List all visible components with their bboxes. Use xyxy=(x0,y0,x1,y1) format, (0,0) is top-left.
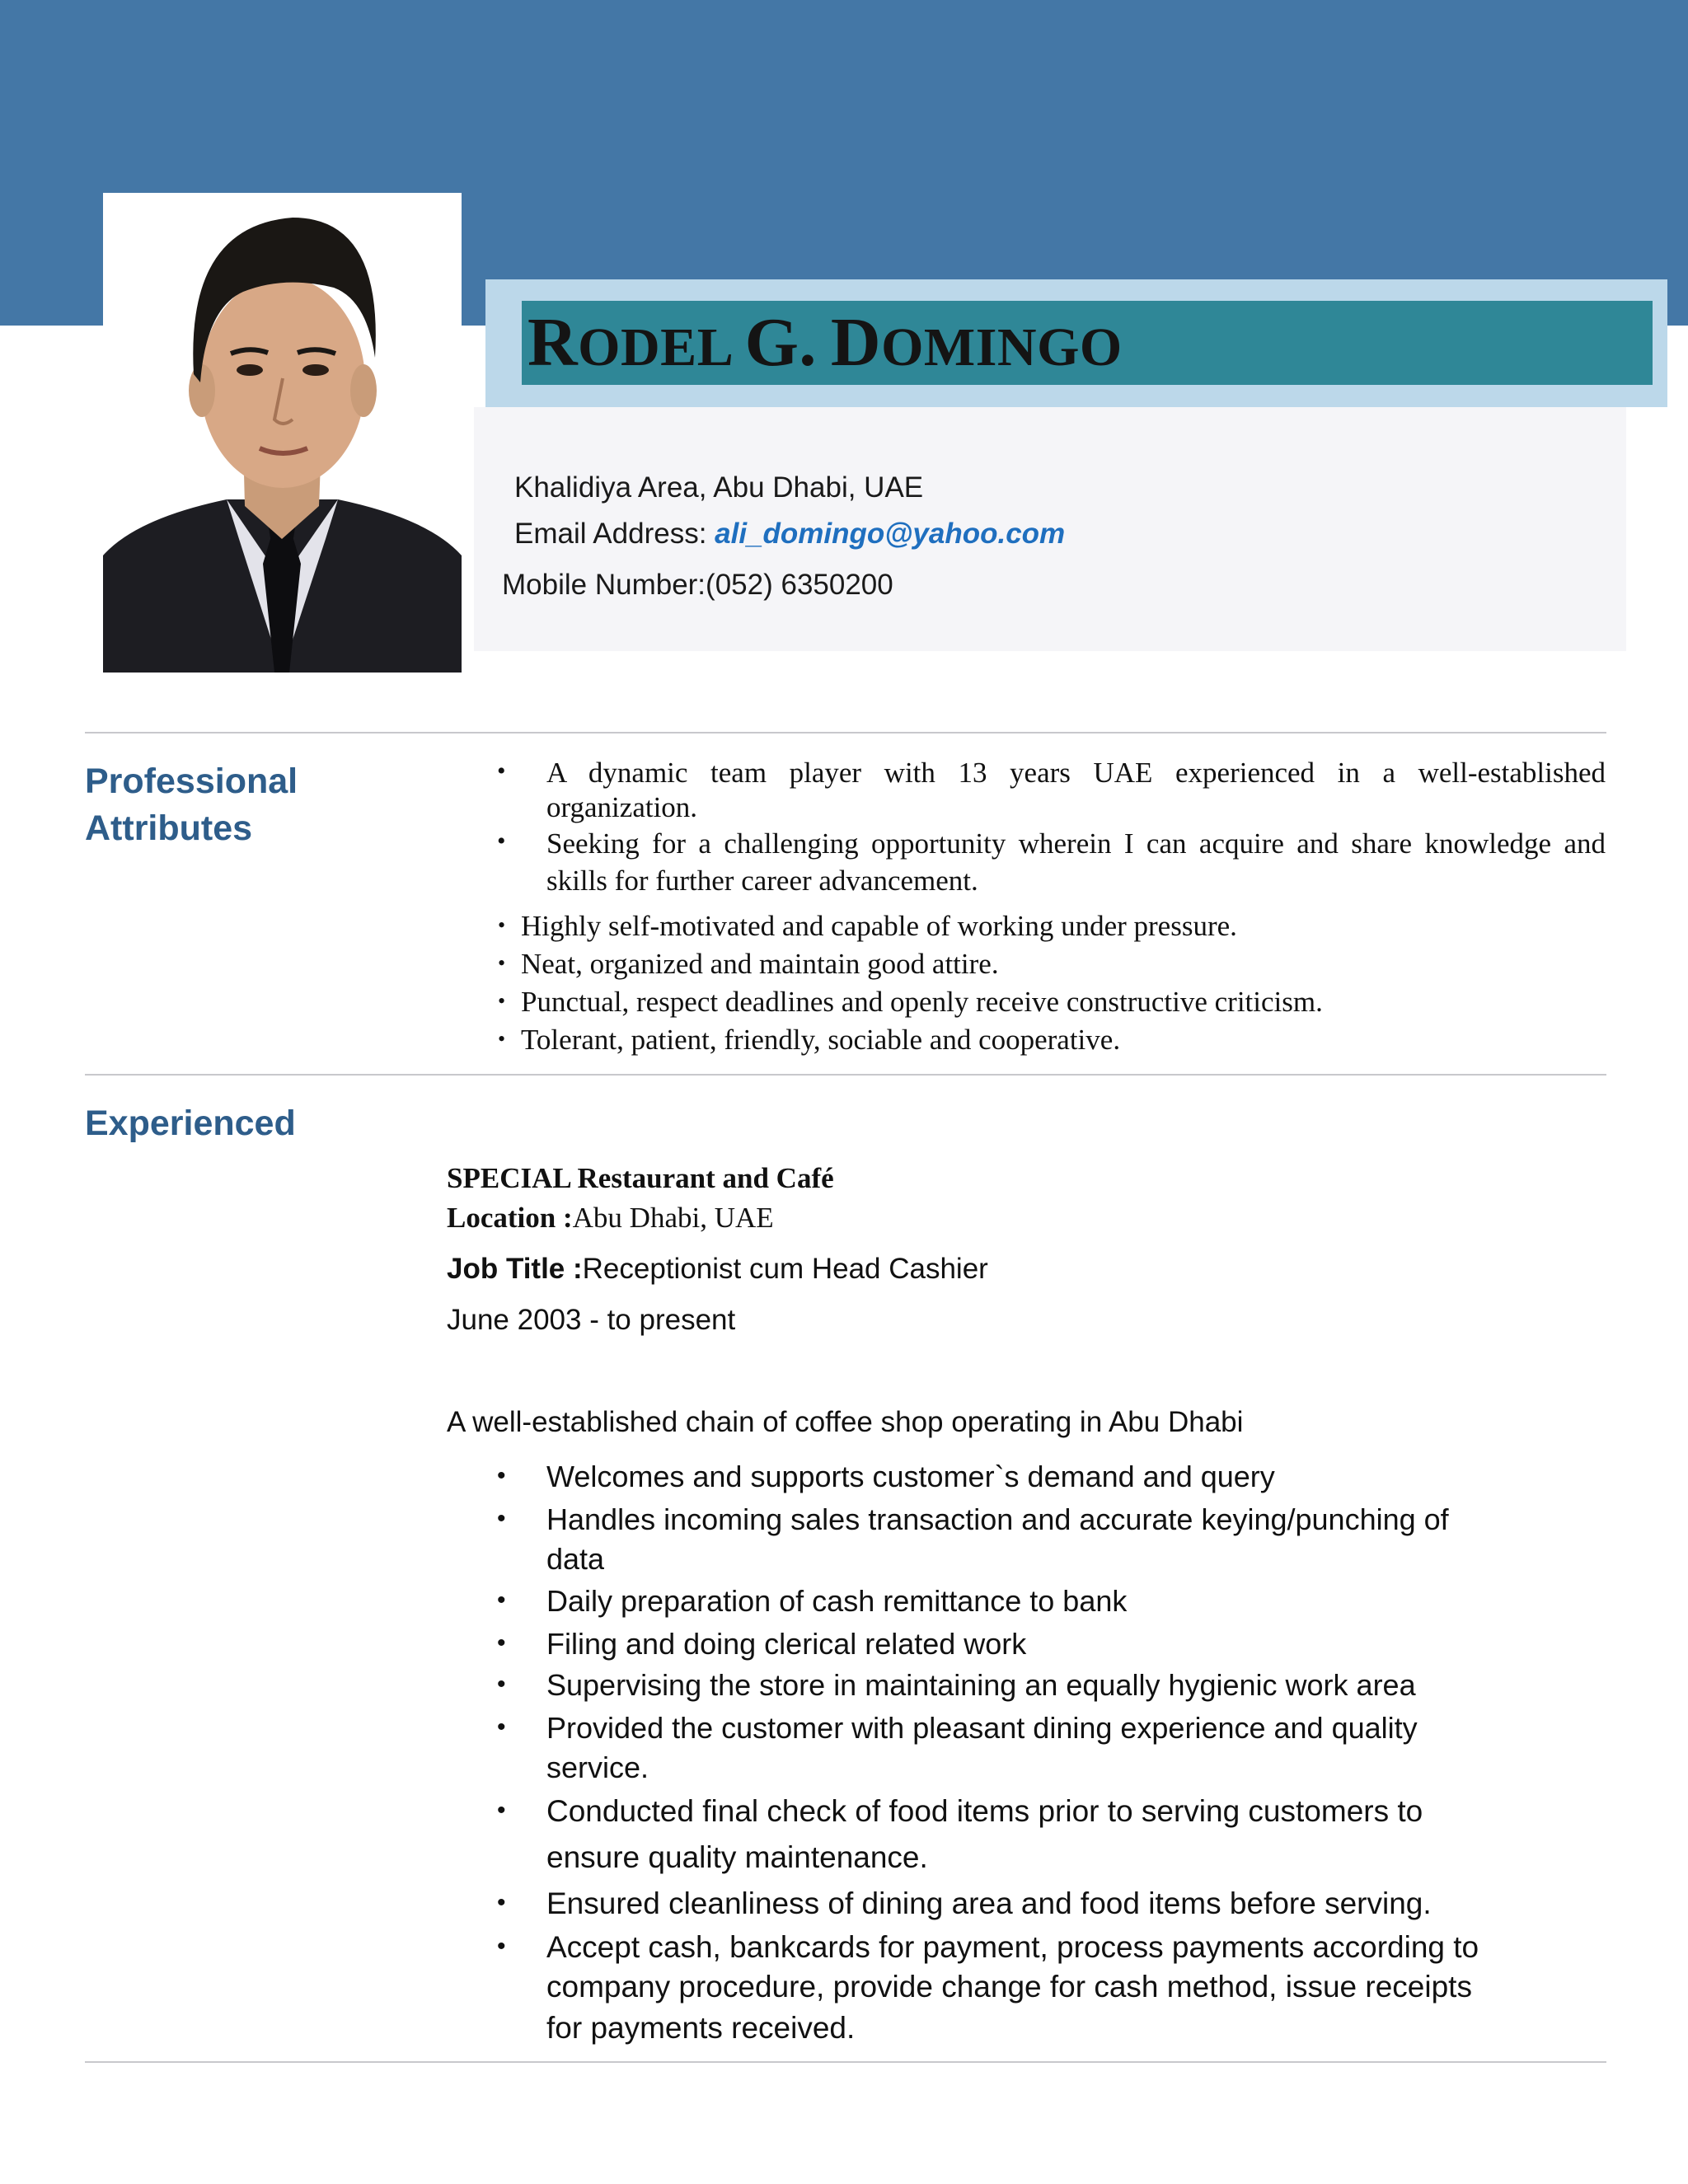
list-item-text: ensure quality maintenance. xyxy=(546,1840,928,1874)
location-label: Location : xyxy=(447,1202,573,1234)
section-title-line: Professional xyxy=(85,762,298,801)
bullet-icon: • xyxy=(498,989,506,1013)
contact-address: Khalidiya Area, Abu Dhabi, UAE xyxy=(514,471,924,504)
list-item-text: A dynamic team player with 13 years UAE experienced in a well-established xyxy=(546,757,1606,789)
mobile-label: Mobile Number: xyxy=(502,569,706,601)
list-item-text: Provided the customer with pleasant dining experience and quality xyxy=(546,1711,1418,1745)
list-item-text: Supervising the store in maintaining an equally hygienic work area xyxy=(546,1668,1416,1702)
list-item-text: Ensured cleanliness of dining area and food items before serving. xyxy=(546,1886,1432,1920)
list-item-text: Highly self-motivated and capable of working under pressure. xyxy=(521,910,1237,942)
bullet-icon: • xyxy=(498,913,506,937)
bullet-icon: • xyxy=(497,757,506,785)
email-label: Email Address: xyxy=(514,518,715,550)
list-item-text: Filing and doing clerical related work xyxy=(546,1627,1027,1661)
job-title-label: Job Title : xyxy=(447,1253,583,1285)
list-item-text: company procedure, provide change for cash method, issue receipts xyxy=(546,1970,1472,2004)
list-item-text: skills for further career advancement. xyxy=(546,865,978,897)
company-summary: A well-established chain of coffee shop operating in Abu Dhabi xyxy=(447,1406,1244,1438)
list-item-text: Conducted final check of food items prior to serving customers to xyxy=(546,1794,1423,1828)
bullet-icon: • xyxy=(497,1629,506,1657)
mobile-number: (052) 6350200 xyxy=(706,569,893,601)
bullet-icon: • xyxy=(497,1797,506,1824)
bullet-icon: • xyxy=(497,1586,506,1614)
contact-email-line xyxy=(514,518,1065,551)
name-middle: G. xyxy=(744,304,817,381)
bullet-icon: • xyxy=(497,1671,506,1698)
list-item-text: Handles incoming sales transaction and accurate keying/punching of xyxy=(546,1502,1449,1536)
portrait-image xyxy=(103,193,462,673)
name-first-rest: ODEL xyxy=(578,317,731,377)
email-link[interactable]: ali_domingo@yahoo.com xyxy=(715,518,1066,550)
list-item-text: Accept cash, bankcards for payment, process payments according to xyxy=(546,1930,1479,1964)
list-item-text: Punctual, respect deadlines and openly receive constructive criticism. xyxy=(521,986,1323,1018)
list-item-text: Seeking for a challenging opportunity wherein I can acquire and share knowledge and xyxy=(546,827,1606,860)
list-item-text: Daily preparation of cash remittance to bank xyxy=(546,1584,1128,1618)
section-title-experience: Experienced xyxy=(85,1104,296,1143)
list-item-text: service. xyxy=(546,1750,649,1784)
list-item-text: for payments received. xyxy=(546,2011,856,2045)
company-name: SPECIAL Restaurant and Café xyxy=(447,1162,834,1194)
divider xyxy=(85,1074,1606,1076)
list-item-text: data xyxy=(546,1542,605,1576)
bullet-icon: • xyxy=(497,1505,506,1532)
bullet-icon: • xyxy=(497,1889,506,1916)
name-initial-last: D xyxy=(830,304,882,381)
section-title-attributes xyxy=(85,758,298,852)
location-line xyxy=(447,1202,774,1235)
bullet-icon: • xyxy=(497,827,506,855)
job-title-value: Receptionist cum Head Cashier xyxy=(582,1253,988,1285)
name-last-rest: OMINGO xyxy=(881,317,1123,377)
profile-photo-frame xyxy=(103,193,462,673)
candidate-name xyxy=(528,298,1123,382)
employment-period: June 2003 - to present xyxy=(447,1304,736,1336)
section-title-line: Attributes xyxy=(85,808,253,848)
name-initial-first: R xyxy=(528,304,579,381)
divider xyxy=(85,2061,1606,2063)
bullet-icon: • xyxy=(497,1933,506,1960)
bullet-icon: • xyxy=(498,1027,506,1051)
profile-photo xyxy=(103,193,462,673)
bullet-icon: • xyxy=(497,1713,506,1741)
job-title-line xyxy=(447,1253,988,1286)
list-item-text: organization. xyxy=(546,791,698,823)
list-item-text: Neat, organized and maintain good attire. xyxy=(521,948,999,980)
divider xyxy=(85,732,1606,733)
list-item-text: Welcomes and supports customer`s demand and query xyxy=(546,1460,1275,1493)
contact-mobile-line xyxy=(502,569,893,602)
location-value: Abu Dhabi, UAE xyxy=(572,1202,774,1234)
list-item-text: Tolerant, patient, friendly, sociable and cooperative. xyxy=(521,1024,1121,1056)
bullet-icon: • xyxy=(497,1462,506,1489)
bullet-icon: • xyxy=(498,951,506,975)
